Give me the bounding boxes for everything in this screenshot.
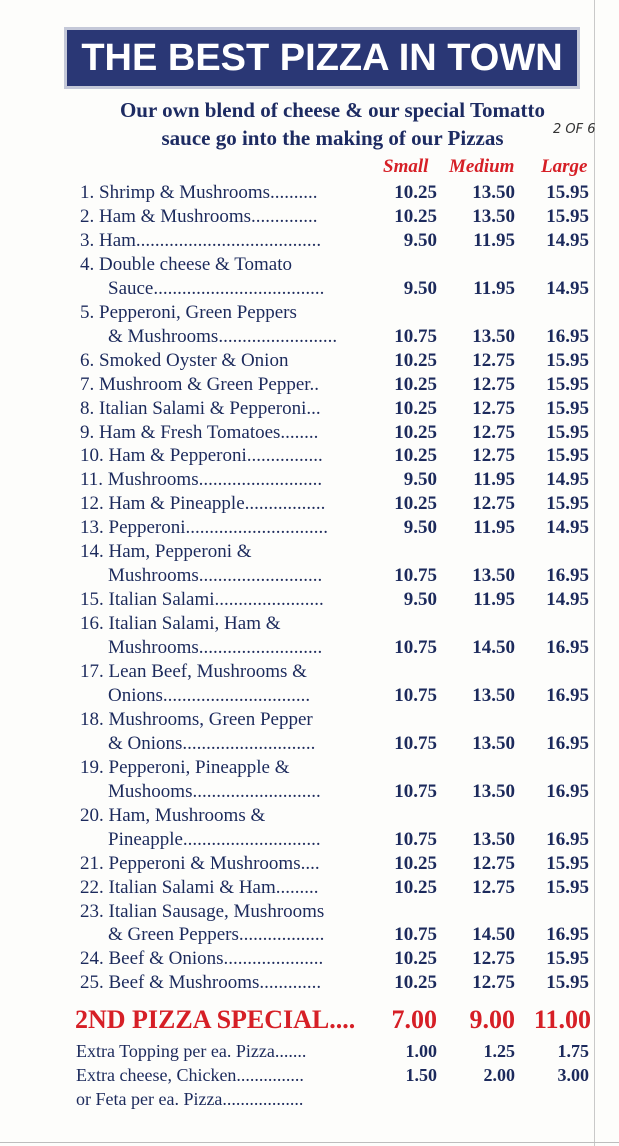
price-large: 15.95 — [546, 852, 589, 874]
price-small: 10.75 — [394, 565, 437, 587]
menu-item-label: 3. Ham....................................... — [80, 229, 322, 251]
extra-option-line — [0, 1063, 619, 1087]
price-small: 10.25 — [394, 852, 437, 874]
price-small: 10.25 — [394, 397, 437, 419]
menu-item-label: 16. Italian Salami, Ham & — [80, 613, 281, 635]
menu-item-line — [0, 708, 619, 732]
price-medium: 11.95 — [473, 229, 515, 251]
menu-item-label: 12. Ham & Pineapple................. — [80, 493, 326, 515]
price-medium: 13.50 — [472, 780, 515, 802]
price-medium: 14.50 — [472, 924, 515, 946]
price-medium: 13.50 — [472, 828, 515, 850]
price-small: 9.50 — [403, 469, 437, 491]
price-medium: 13.50 — [472, 205, 515, 227]
title-banner — [64, 27, 580, 89]
menu-item-line — [0, 756, 619, 780]
intro-line-1: Our own blend of cheese & our special Tomatto — [119, 98, 546, 122]
menu-item-label: & Green Peppers.................. — [108, 924, 325, 946]
price-large: 16.95 — [546, 684, 589, 706]
price-medium: 12.75 — [472, 876, 515, 898]
price-medium: 11.95 — [473, 277, 515, 299]
extra-price-small: 1.50 — [405, 1065, 437, 1085]
extra-option-label: Extra cheese, Chicken............... — [76, 1065, 304, 1085]
price-small: 10.25 — [394, 373, 437, 395]
price-medium: 12.75 — [472, 972, 515, 994]
menu-item-line — [0, 492, 619, 516]
price-small: 9.50 — [403, 277, 437, 299]
price-large: 15.95 — [546, 876, 589, 898]
extra-option-line — [0, 1039, 619, 1063]
menu-item-label: 15. Italian Salami....................... — [80, 589, 324, 611]
menu-item-label: 23. Italian Sausage, Mushrooms — [80, 900, 325, 922]
extra-option-line — [0, 1087, 619, 1111]
price-medium: 13.50 — [472, 732, 515, 754]
menu-item-line — [0, 229, 619, 253]
menu-item-line — [0, 828, 619, 852]
extra-price-small: 1.00 — [405, 1041, 437, 1061]
special-label: 2ND PIZZA SPECIAL.... — [75, 1005, 356, 1034]
menu-item-label: 14. Ham, Pepperoni & — [80, 541, 252, 563]
price-small: 10.75 — [394, 828, 437, 850]
intro-line-2: sauce go into the making of our Pizzas — [161, 126, 504, 150]
price-medium: 12.75 — [472, 397, 515, 419]
extra-option-label: or Feta per ea. Pizza.................. — [76, 1089, 304, 1109]
extra-price-medium: 2.00 — [483, 1065, 515, 1085]
menu-item-label: 21. Pepperoni & Mushrooms.... — [80, 852, 320, 874]
menu-item-label: 22. Italian Salami & Ham......... — [80, 876, 319, 898]
menu-item-label: 19. Pepperoni, Pineapple & — [80, 756, 290, 778]
menu-item-label: Sauce.................................... — [108, 277, 325, 299]
column-medium: Medium — [449, 156, 515, 177]
price-medium: 12.75 — [472, 349, 515, 371]
price-large: 16.95 — [546, 828, 589, 850]
menu-item-label: Mushrooms.......................... — [108, 637, 323, 659]
price-medium: 12.75 — [472, 373, 515, 395]
price-small: 10.25 — [394, 876, 437, 898]
price-small: 10.25 — [394, 972, 437, 994]
menu-item-line — [0, 612, 619, 636]
menu-item-line — [0, 373, 619, 397]
price-large: 15.95 — [546, 349, 589, 371]
intro-text — [60, 96, 605, 152]
price-large: 15.95 — [546, 373, 589, 395]
column-large: Large — [541, 156, 588, 177]
menu-item-line — [0, 349, 619, 373]
menu-item-label: 18. Mushrooms, Green Pepper — [80, 708, 313, 730]
handwritten-note: 2 OF 6 — [553, 122, 596, 137]
menu-item-label: 13. Pepperoni.............................. — [80, 517, 329, 539]
menu-item-label: 4. Double cheese & Tomato — [80, 253, 293, 275]
price-small: 10.25 — [394, 493, 437, 515]
extra-option-label: Extra Topping per ea. Pizza....... — [76, 1041, 307, 1061]
price-large: 14.95 — [546, 277, 589, 299]
price-large: 14.95 — [546, 589, 589, 611]
price-medium: 11.95 — [473, 517, 515, 539]
menu-item-line — [0, 181, 619, 205]
price-medium: 13.50 — [472, 684, 515, 706]
menu-item-line — [0, 516, 619, 540]
menu-item-line — [0, 876, 619, 900]
menu-item-line — [0, 540, 619, 564]
price-small: 10.25 — [394, 182, 437, 203]
price-large: 15.95 — [546, 972, 589, 994]
price-small: 10.75 — [394, 780, 437, 802]
price-large: 14.95 — [546, 229, 589, 251]
menu-item-line — [0, 660, 619, 684]
menu-item-line — [0, 564, 619, 588]
page-title: THE BEST PIZZA IN TOWN — [81, 36, 563, 79]
menu-item-line — [0, 468, 619, 492]
menu-item-label: & Onions............................ — [108, 732, 316, 754]
price-small: 10.25 — [394, 349, 437, 371]
price-medium: 11.95 — [473, 589, 515, 611]
price-small: 10.75 — [394, 325, 437, 347]
menu-item-line — [0, 804, 619, 828]
price-large: 16.95 — [546, 924, 589, 946]
menu-item-line — [0, 923, 619, 947]
price-large: 15.95 — [546, 205, 589, 227]
menu-item-label: 17. Lean Beef, Mushrooms & — [80, 661, 307, 682]
price-small: 10.75 — [394, 732, 437, 754]
price-small: 10.75 — [394, 924, 437, 946]
price-small: 10.75 — [394, 684, 437, 706]
special-price-small: 7.00 — [391, 1005, 437, 1034]
price-large: 15.95 — [546, 445, 589, 467]
extra-price-large: 1.75 — [557, 1041, 589, 1061]
price-medium: 14.50 — [472, 637, 515, 659]
menu-item-line — [0, 325, 619, 349]
extra-price-medium: 1.25 — [483, 1041, 515, 1061]
price-medium: 13.50 — [472, 325, 515, 347]
price-large: 15.95 — [546, 421, 589, 443]
menu-item-label: 9. Ham & Fresh Tomatoes........ — [80, 421, 319, 443]
menu-item-label: 20. Ham, Mushrooms & — [80, 804, 266, 826]
price-medium: 12.75 — [472, 948, 515, 970]
page-bottom-edge — [0, 1142, 619, 1143]
menu-item-line — [0, 277, 619, 301]
menu-item-label: 10. Ham & Pepperoni................ — [80, 445, 323, 467]
price-medium: 11.95 — [473, 469, 515, 491]
second-pizza-special-row — [0, 1004, 619, 1036]
menu-item-line — [0, 588, 619, 612]
menu-item-label: 8. Italian Salami & Pepperoni... — [80, 397, 321, 419]
price-large: 15.95 — [546, 948, 589, 970]
menu-item-line — [0, 444, 619, 468]
price-medium: 12.75 — [472, 493, 515, 515]
price-medium: 12.75 — [472, 852, 515, 874]
price-small: 9.50 — [403, 229, 437, 251]
extra-price-large: 3.00 — [557, 1065, 589, 1085]
price-small: 10.25 — [394, 205, 437, 227]
price-small: 10.25 — [394, 948, 437, 970]
menu-item-line — [0, 421, 619, 445]
price-small: 9.50 — [403, 517, 437, 539]
menu-item-line — [0, 684, 619, 708]
price-large: 16.95 — [546, 565, 589, 587]
price-medium: 13.50 — [472, 565, 515, 587]
price-medium: 12.75 — [472, 445, 515, 467]
price-large: 15.95 — [546, 397, 589, 419]
menu-item-line — [0, 253, 619, 277]
menu-item-label: 7. Mushroom & Green Pepper.. — [80, 373, 320, 395]
menu-item-line — [0, 852, 619, 876]
price-small: 10.75 — [394, 637, 437, 659]
menu-item-line — [0, 636, 619, 660]
menu-item-label: 25. Beef & Mushrooms............. — [80, 972, 322, 994]
special-price-medium: 9.00 — [469, 1005, 515, 1034]
menu-item-line — [0, 397, 619, 421]
price-large: 16.95 — [546, 780, 589, 802]
menu-item-label: 6. Smoked Oyster & Onion — [80, 349, 289, 371]
price-large: 16.95 — [546, 637, 589, 659]
menu-item-line — [0, 971, 619, 995]
price-small: 9.50 — [403, 589, 437, 611]
menu-item-label: 1. Shrimp & Mushrooms.......... — [80, 182, 318, 203]
price-small: 10.25 — [394, 445, 437, 467]
menu-item-line — [0, 301, 619, 325]
menu-item-label: Mushrooms.......................... — [108, 565, 323, 587]
menu-item-label: & Mushrooms......................... — [108, 325, 338, 347]
menu-item-label: Onions............................... — [108, 684, 311, 706]
price-medium: 13.50 — [472, 182, 515, 203]
menu-item-label: 2. Ham & Mushrooms.............. — [80, 205, 318, 227]
column-small: Small — [383, 156, 429, 177]
price-large: 15.95 — [546, 493, 589, 515]
price-medium: 12.75 — [472, 421, 515, 443]
price-large: 16.95 — [546, 732, 589, 754]
price-large: 14.95 — [546, 469, 589, 491]
menu-item-label: 24. Beef & Onions..................... — [80, 948, 324, 970]
price-large: 16.95 — [546, 325, 589, 347]
price-large: 14.95 — [546, 517, 589, 539]
special-price-large: 11.00 — [533, 1005, 591, 1034]
menu-item-label: Mushooms........................... — [108, 780, 321, 802]
menu-item-line — [0, 732, 619, 756]
price-large: 15.95 — [546, 182, 589, 203]
menu-item-label: 11. Mushrooms.......................... — [80, 469, 323, 491]
menu-item-label: Pineapple............................. — [108, 828, 321, 850]
menu-item-line — [0, 780, 619, 804]
menu-item-line — [0, 205, 619, 229]
menu-item-line — [0, 947, 619, 971]
price-small: 10.25 — [394, 421, 437, 443]
menu-item-label: 5. Pepperoni, Green Peppers — [80, 301, 297, 323]
menu-item-line — [0, 900, 619, 924]
